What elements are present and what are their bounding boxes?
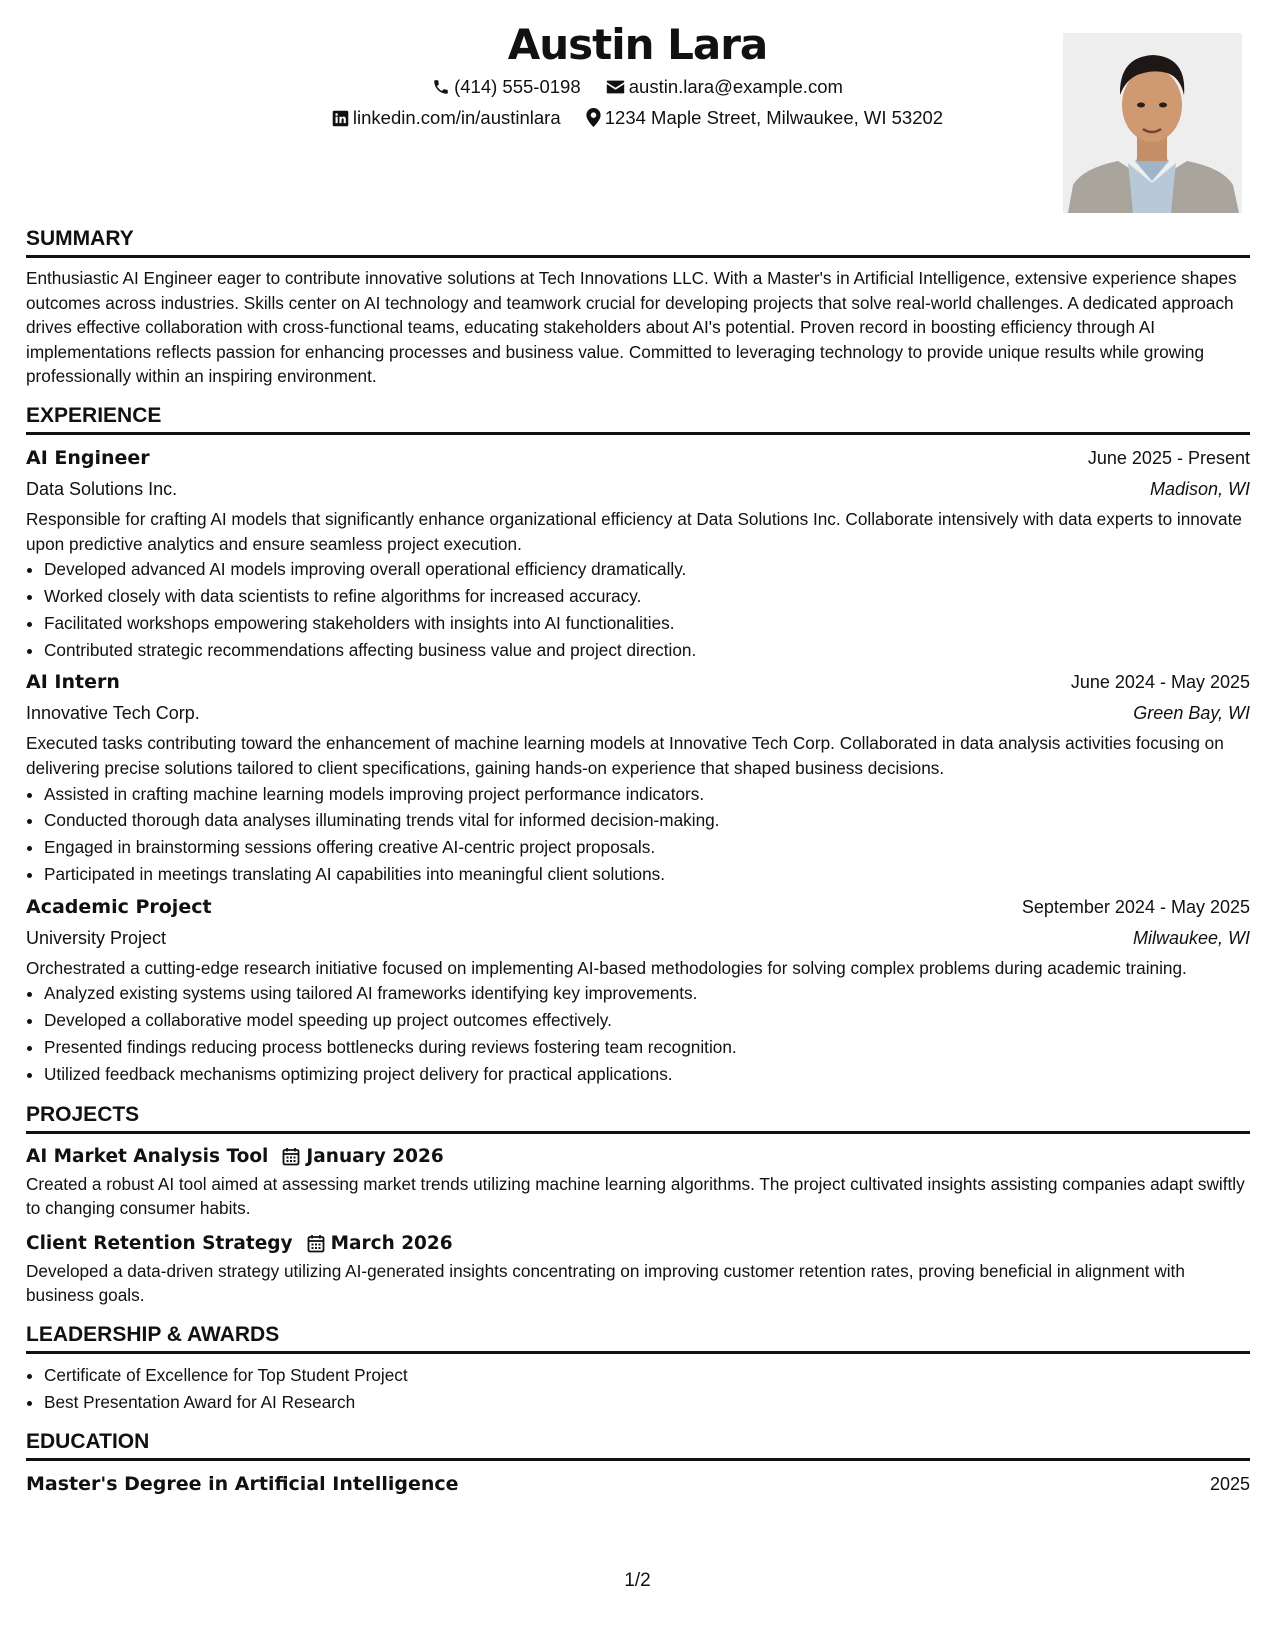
job-bullets xyxy=(26,556,1250,663)
job-title: Academic Project xyxy=(26,895,212,918)
degree-year: 2025 xyxy=(1209,1474,1250,1495)
job-company: University Project xyxy=(26,927,167,948)
email-text: austin.lara@example.com xyxy=(628,76,843,97)
job-title: AI Intern xyxy=(26,671,120,694)
email-contact[interactable] xyxy=(606,76,843,98)
candidate-name: Austin Lara xyxy=(507,20,768,69)
linkedin-icon xyxy=(332,110,349,127)
project-name: AI Market Analysis Tool xyxy=(26,1145,269,1167)
bullet-item: • Developed a collaborative model speeding up project outcomes effectively. xyxy=(44,1007,1250,1034)
bullet-item: • Worked closely with data scientists to refine algorithms for increased accuracy. xyxy=(44,583,1250,610)
address-text: 1234 Maple Street, Milwaukee, WI 53202 xyxy=(604,107,944,128)
project-name: Client Retention Strategy xyxy=(26,1232,293,1254)
education-heading: EDUCATION xyxy=(26,1429,1250,1461)
bullet-item: • Engaged in brainstorming sessions offering creative AI-centric project proposals. xyxy=(44,834,1250,861)
project-date: January 2026 xyxy=(306,1145,444,1167)
job-dates: June 2024 - May 2025 xyxy=(1070,672,1250,693)
linkedin-text: linkedin.com/in/austinlara xyxy=(352,107,561,128)
projects-section xyxy=(26,1102,1250,1308)
job-dates: June 2025 - Present xyxy=(1087,447,1250,468)
project-date: March 2026 xyxy=(330,1232,453,1254)
job-entry xyxy=(26,443,1250,663)
projects-heading: PROJECTS xyxy=(26,1102,1250,1134)
awards-list xyxy=(26,1362,1250,1416)
calendar-icon xyxy=(307,1234,325,1253)
bullet-item: • Participated in meetings translating AI capabilities into meaningful client solutions. xyxy=(44,861,1250,888)
bullet-item: • Facilitated workshops empowering stakeholders with insights into AI functionalities. xyxy=(44,610,1250,637)
project-description: Developed a data-driven strategy utilizing AI-generated insights concentrating on improving customer retention rates, proving beneficial in alignment with business goals. xyxy=(26,1260,1185,1306)
degree-name: Master's Degree in Artificial Intelligence xyxy=(26,1473,459,1496)
job-description: Orchestrated a cutting-edge research initiative focused on implementing AI-based methodologies for solving complex problems during academic training. xyxy=(26,957,1187,978)
job-dates: September 2024 - May 2025 xyxy=(1021,896,1250,917)
summary-section xyxy=(26,226,1250,389)
bullet-item: • Analyzed existing systems using tailored AI frameworks identifying key improvements. xyxy=(44,980,1250,1007)
bullet-item: • Presented findings reducing process bottlenecks during reviews fostering team recognition. xyxy=(44,1034,1250,1061)
leadership-section xyxy=(26,1322,1250,1416)
project-entry xyxy=(26,1142,1250,1221)
job-location: Milwaukee, WI xyxy=(1132,927,1250,948)
linkedin-contact[interactable] xyxy=(332,107,561,129)
experience-section xyxy=(26,403,1250,1088)
bullet-item: • Utilized feedback mechanisms optimizing project delivery for practical applications. xyxy=(44,1061,1250,1088)
phone-text: (414) 555-0198 xyxy=(454,76,581,97)
job-bullets xyxy=(26,781,1250,888)
job-title: AI Engineer xyxy=(26,446,150,469)
job-entry xyxy=(26,667,1250,887)
job-bullets xyxy=(26,980,1250,1087)
project-entry xyxy=(26,1229,1250,1308)
resume-body xyxy=(26,226,1250,1513)
bullet-item: • Developed advanced AI models improving overall operational efficiency dramatically. xyxy=(44,556,1250,583)
experience-heading: EXPERIENCE xyxy=(26,403,1250,435)
job-company: Data Solutions Inc. xyxy=(26,478,178,499)
award-item: • Certificate of Excellence for Top Student Project xyxy=(44,1362,1250,1389)
bullet-item: • Conducted thorough data analyses illuminating trends vital for informed decision-making. xyxy=(44,807,1250,834)
job-description: Executed tasks contributing toward the enhancement of machine learning models at Innovative Tech Corp. Collaborated in data analysis activities focusing on delivering precise solutions tailored to client specifications, gaining hands-on experience that shaped business decisions. xyxy=(26,733,1224,778)
summary-heading: SUMMARY xyxy=(26,226,1250,258)
address-contact xyxy=(586,107,943,129)
education-section xyxy=(26,1429,1250,1499)
award-item: • Best Presentation Award for AI Research xyxy=(44,1389,1250,1416)
bullet-item: • Assisted in crafting machine learning models improving project performance indicators. xyxy=(44,781,1250,808)
job-location: Madison, WI xyxy=(1149,478,1250,499)
phone-contact[interactable] xyxy=(432,76,581,98)
page-number: 1/2 xyxy=(624,1570,651,1591)
summary-text: Enthusiastic AI Engineer eager to contribute innovative solutions at Tech Innovations LLC. With a Master's in Artificial Intelligence, extensive experience shapes outcomes across industries. Skills center on AI technology and teamwork crucial for developing projects that solve real-world challenges. A dedicated approach drives effective collaboration with cross-functional teams, educating stakeholders about AI's potential. Proven record in boosting efficiency through AI implementations reflects passion for enhancing processes and business value. Committed to leveraging technology to provide unique results while growing professionally within an inspiring environment. xyxy=(26,268,1237,387)
job-company: Innovative Tech Corp. xyxy=(26,703,200,724)
map-pin-icon xyxy=(586,108,601,127)
job-entry xyxy=(26,892,1250,1088)
phone-icon xyxy=(432,78,450,96)
job-location: Green Bay, WI xyxy=(1133,703,1250,724)
profile-photo xyxy=(1063,33,1242,213)
project-description: Created a robust AI tool aimed at assessing market trends utilizing machine learning algorithms. The project cultivated insights assisting companies adapt swiftly to changing consumer habits. xyxy=(26,1173,1245,1219)
calendar-icon xyxy=(282,1147,300,1166)
leadership-heading: LEADERSHIP & AWARDS xyxy=(26,1322,1250,1354)
envelope-icon xyxy=(606,78,625,96)
bullet-item: • Contributed strategic recommendations affecting business value and project direction. xyxy=(44,637,1250,664)
job-description: Responsible for crafting AI models that significantly enhance organizational efficiency at Data Solutions Inc. Collaborate intensively with data experts to innovate upon predictive analytics and ensure seamless project execution. xyxy=(26,508,1242,554)
